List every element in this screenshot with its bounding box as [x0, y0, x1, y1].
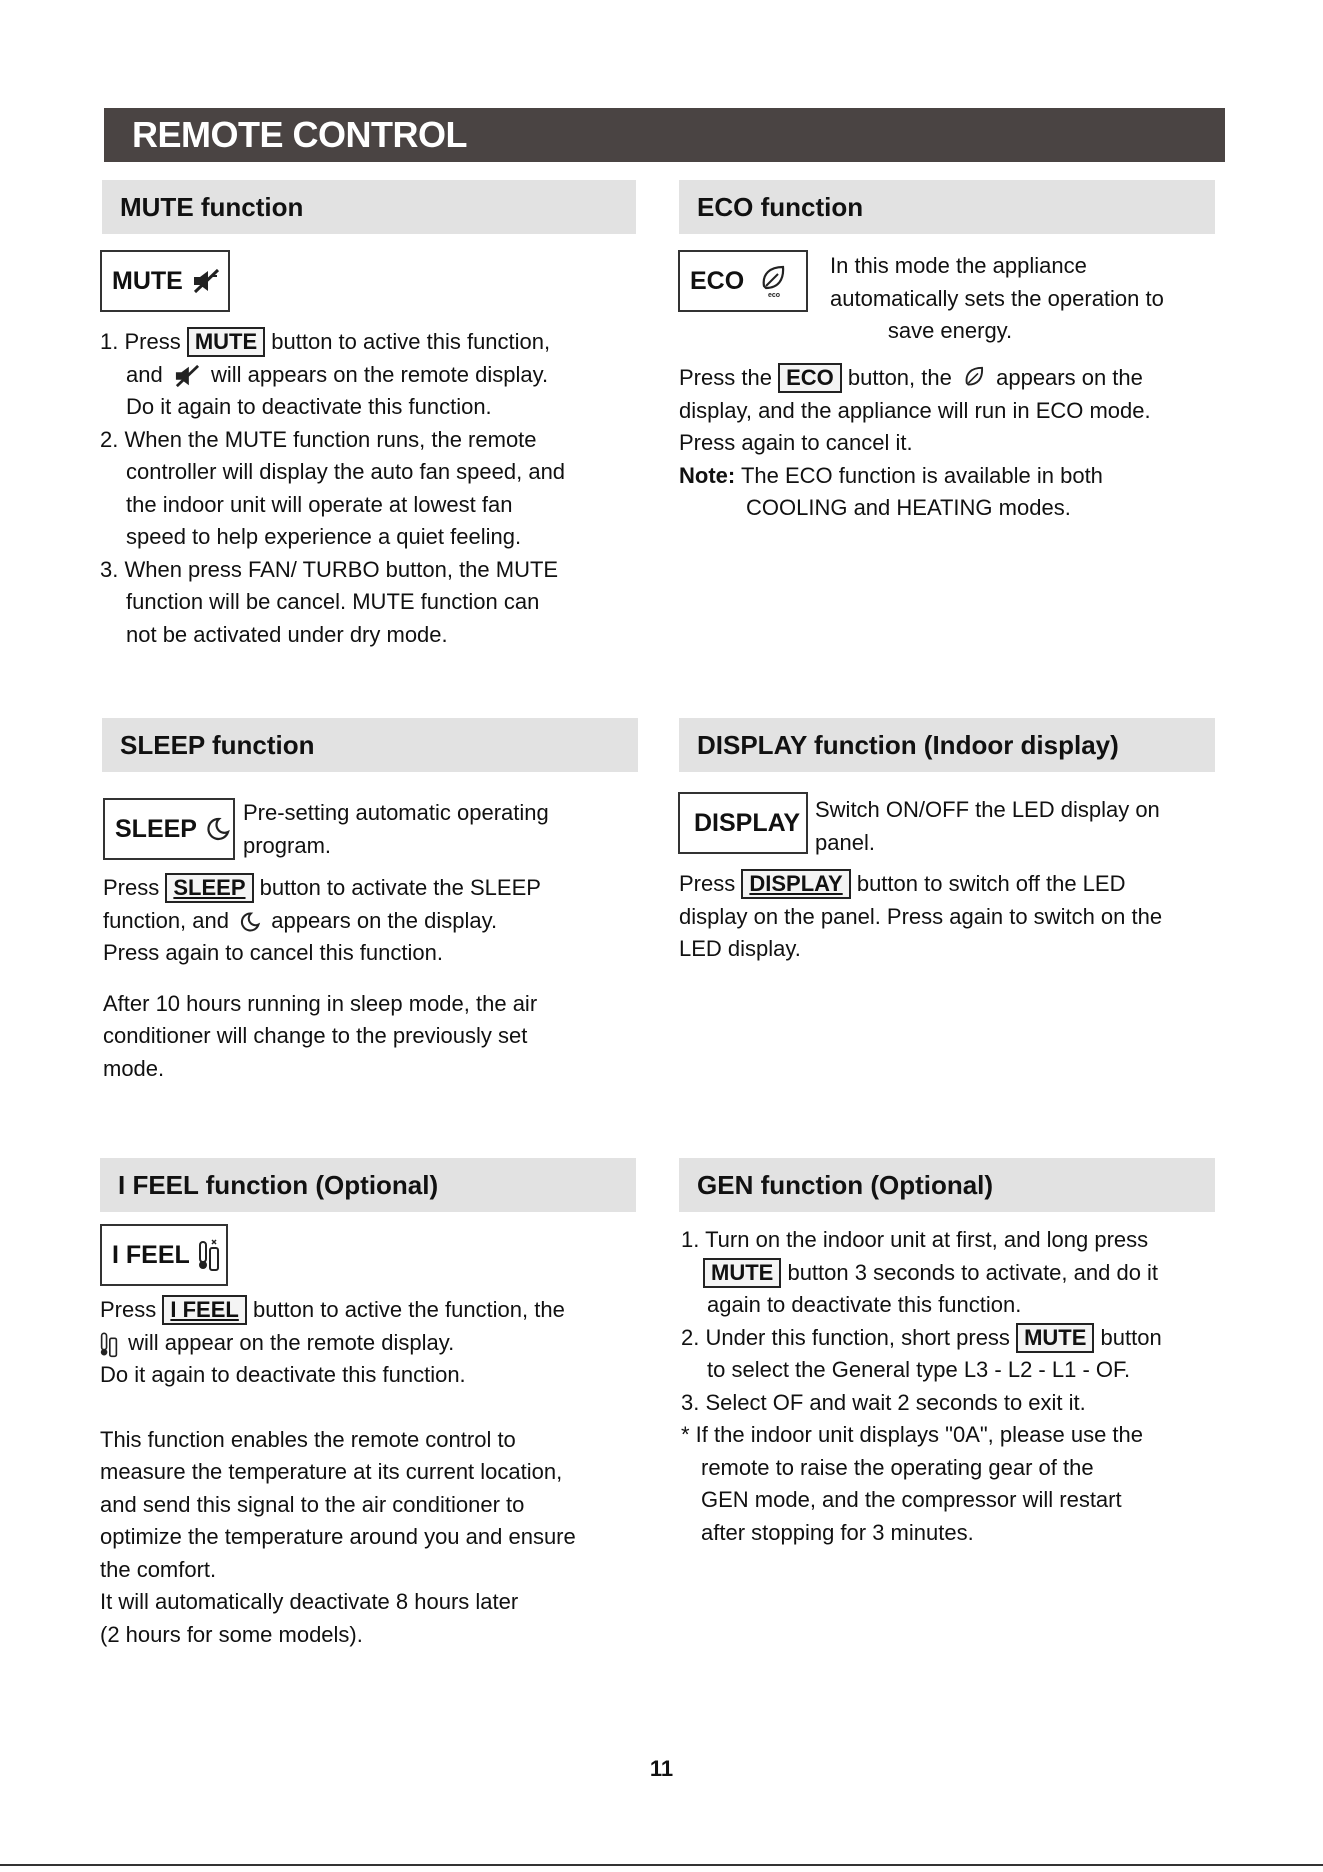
ifeel-p1-text: Press — [100, 1297, 157, 1322]
eco-desc-line2: automatically sets the operation to — [830, 285, 1164, 311]
display-description — [815, 794, 1225, 859]
moon-icon — [239, 911, 261, 933]
sleep-desc-line1: Pre-setting automatic operating — [243, 800, 549, 825]
mute-key-badge: MUTE — [187, 327, 265, 357]
gen-note-line2: remote to raise the operating gear of the — [701, 1454, 1094, 1480]
display-p3: LED display. — [679, 936, 801, 961]
eco-p3: Press again to cancel it. — [679, 430, 913, 455]
display-key-badge: DISPLAY — [741, 869, 850, 899]
mute-button[interactable] — [100, 250, 230, 312]
sleep-p6: mode. — [103, 1055, 165, 1081]
gen-item2-line1: 2. Under this function, short press — [681, 1324, 1010, 1350]
ifeel-key-badge: I FEEL — [162, 1295, 246, 1325]
eco-desc-line1: In this mode the appliance — [830, 253, 1087, 278]
sleep-section-title: SLEEP function — [102, 718, 638, 772]
ifeel-button-label: I FEEL — [112, 1240, 190, 1269]
ifeel-p8: the comfort. — [100, 1556, 217, 1582]
gen-item1-line2: button 3 seconds to activate, and do it — [787, 1259, 1159, 1285]
sleep-p5: conditioner will change to the previously set — [103, 1023, 528, 1048]
sleep-p2-text: function, and — [103, 907, 229, 933]
sleep-section — [102, 718, 638, 772]
eco-leaf-icon — [758, 264, 788, 298]
page-number: 11 — [649, 1756, 674, 1781]
sleep-p3: Press again to cancel this function. — [103, 940, 443, 965]
sleep-desc-line2: program. — [243, 832, 332, 858]
mute-item1-text: 1. Press — [100, 329, 181, 354]
mute-section — [102, 180, 636, 234]
mute-item1-text-b: button to active this function, — [271, 329, 551, 354]
mute-item1-text-c: and — [126, 361, 163, 387]
mute-body — [100, 326, 640, 651]
ifeel-p1-text-b: button to active the function, the — [252, 1297, 565, 1322]
ifeel-p7: optimize the temperature around you and ensure — [100, 1524, 576, 1549]
ifeel-p6: and send this signal to the air conditioner to — [100, 1491, 525, 1517]
display-button[interactable] — [678, 792, 808, 854]
ifeel-p2: will appear on the remote display. — [128, 1329, 455, 1355]
display-section-title: DISPLAY function (Indoor display) — [679, 718, 1215, 772]
sleep-description — [243, 797, 633, 862]
gen-item1-line3: again to deactivate this function. — [707, 1292, 1022, 1317]
ifeel-p3: Do it again to deactivate this function. — [100, 1362, 466, 1387]
thermometer-remote-icon — [100, 1330, 118, 1358]
gen-mute-key-badge: MUTE — [703, 1258, 781, 1288]
gen-note-line3: GEN mode, and the compressor will restart — [701, 1487, 1122, 1512]
mute-item2-line3: the indoor unit will operate at lowest fan — [126, 491, 513, 517]
display-p1-text: Press — [679, 871, 736, 896]
gen-item2-line2: to select the General type L3 - L2 - L1 - OF. — [707, 1357, 1131, 1382]
mute-item3-line3: not be activated under dry mode. — [126, 621, 448, 647]
sleep-key-badge: SLEEP — [165, 873, 253, 903]
eco-p1-text-b: button, the — [847, 365, 952, 390]
eco-note-label: Note: — [679, 462, 736, 488]
eco-button-label: ECO — [690, 266, 745, 295]
gen-item3: 3. Select OF and wait 2 seconds to exit it. — [681, 1389, 1086, 1415]
mute-item3-line1: 3. When press FAN/ TURBO button, the MUTE — [100, 556, 559, 582]
eco-leaf-icon — [962, 365, 986, 393]
eco-p2: display, and the appliance will run in ECO mode. — [679, 397, 1151, 423]
mute-item2-line2: controller will display the auto fan speed, and — [126, 459, 566, 484]
bottom-divider — [0, 1864, 1323, 1866]
gen-item1-line1: 1. Turn on the indoor unit at first, and long press — [681, 1227, 1149, 1252]
eco-body — [679, 362, 1225, 525]
mute-item2-line4: speed to help experience a quiet feeling. — [126, 524, 522, 549]
eco-p1-text: Press the — [679, 365, 772, 390]
thermometer-remote-icon — [198, 1238, 220, 1272]
moon-icon — [205, 816, 231, 842]
gen-mute-key-badge: MUTE — [1016, 1323, 1094, 1353]
mute-speaker-icon — [173, 364, 201, 388]
mute-section-title: MUTE function — [102, 180, 636, 234]
ifeel-button[interactable] — [100, 1224, 228, 1286]
page-title: REMOTE CONTROL — [104, 108, 1225, 162]
gen-body — [681, 1224, 1241, 1549]
gen-section — [679, 1158, 1215, 1212]
ifeel-body — [100, 1294, 660, 1651]
display-p1-text-b: button to switch off the LED — [856, 871, 1126, 896]
mute-item3-line2: function will be cancel. MUTE function can — [126, 589, 540, 614]
sleep-body — [103, 872, 643, 1085]
mute-speaker-icon — [191, 268, 221, 294]
sleep-p1-text-b: button to activate the SLEEP — [259, 875, 541, 900]
mute-button-label: MUTE — [112, 266, 183, 295]
gen-note-line1: * If the indoor unit displays "0A", please use the — [681, 1422, 1144, 1447]
display-section — [679, 718, 1215, 772]
sleep-p1-text: Press — [103, 875, 160, 900]
eco-note-line2: COOLING and HEATING modes. — [746, 495, 1071, 520]
ifeel-p5: measure the temperature at its current location, — [100, 1459, 563, 1484]
eco-description — [830, 250, 1230, 348]
gen-item2-line1-b: button — [1100, 1324, 1162, 1350]
mute-item1-text-d: will appears on the remote display. — [210, 361, 549, 387]
eco-button[interactable] — [678, 250, 808, 312]
mute-item1-text-e: Do it again to deactivate this function. — [126, 394, 492, 419]
gen-note-line4: after stopping for 3 minutes. — [701, 1519, 974, 1545]
ifeel-p10: (2 hours for some models). — [100, 1621, 363, 1647]
mute-item2-line1: 2. When the MUTE function runs, the remote — [100, 426, 537, 452]
eco-p1-text-c: appears on the — [996, 365, 1143, 390]
ifeel-p9: It will automatically deactivate 8 hours later — [100, 1589, 519, 1614]
display-button-label: DISPLAY — [694, 808, 801, 837]
eco-key-badge: ECO — [778, 363, 842, 393]
gen-section-title: GEN function (Optional) — [679, 1158, 1215, 1212]
eco-section-title: ECO function — [679, 180, 1215, 234]
eco-note-line1: The ECO function is available in both — [740, 462, 1103, 488]
ifeel-section-title: I FEEL function (Optional) — [100, 1158, 636, 1212]
sleep-button[interactable] — [103, 798, 235, 860]
display-desc-line1: Switch ON/OFF the LED display on — [815, 797, 1160, 822]
sleep-button-label: SLEEP — [115, 814, 197, 843]
eco-section — [679, 180, 1215, 234]
sleep-p2-text-b: appears on the display. — [271, 907, 498, 933]
display-body — [679, 868, 1225, 966]
svg-text:eco: eco — [768, 292, 781, 298]
ifeel-p4: This function enables the remote control to — [100, 1426, 516, 1452]
eco-desc-line3: save energy. — [887, 318, 1013, 343]
ifeel-section — [100, 1158, 636, 1212]
sleep-p4: After 10 hours running in sleep mode, the air — [103, 990, 538, 1016]
display-p2: display on the panel. Press again to switch on the — [679, 903, 1163, 929]
display-desc-line2: panel. — [815, 829, 875, 855]
